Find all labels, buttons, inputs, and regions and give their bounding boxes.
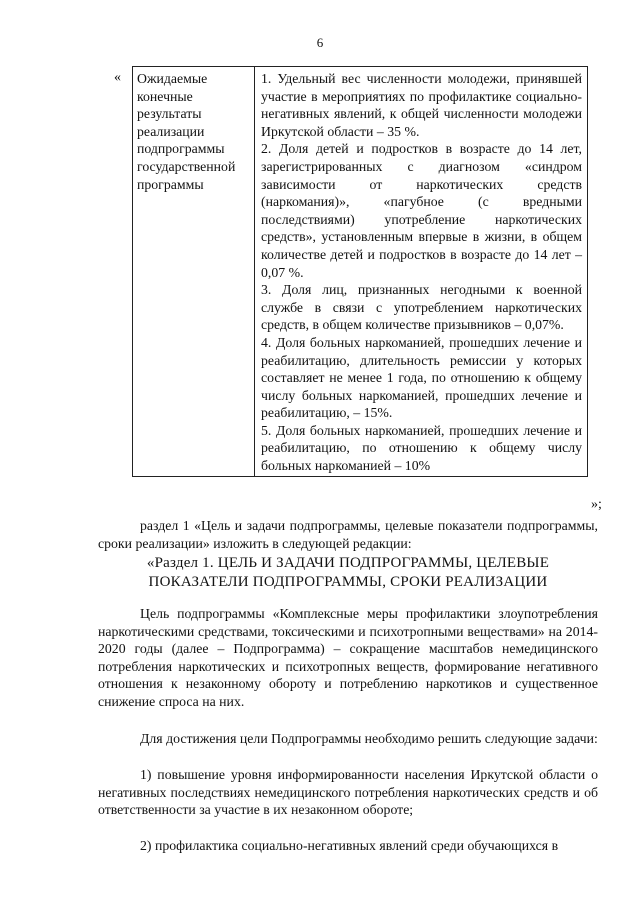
label-line: реализации [137, 123, 205, 139]
label-line: программы [137, 176, 204, 192]
result-item-1: 1. Удельный вес численности молодежи, принявшей участие в мероприятиях по профилактике социально-негативных явлений, к общей численности молодежи Иркутской области – 35 %. [261, 71, 582, 139]
amendment-paragraph: раздел 1 «Цель и задачи подпрограммы, целевые показатели подпрограммы, сроки реализации» изложить в следующей редакции: [98, 518, 598, 551]
result-item-4: 4. Доля больных наркоманией, прошедших лечение и реабилитацию, длительность ремиссии у которых составляет не менее 1 года, по отношению к общему числу больных наркоманией, прошедших лечение и реабилитацию, – 15%. [261, 334, 582, 421]
table-content-cell [255, 67, 588, 477]
label-line: подпрограммы [137, 141, 225, 157]
label-line: результаты [137, 106, 202, 122]
result-item-2: 2. Доля детей и подростков в возрасте до 14 лет, зарегистрированных с диагнозом «синдром зависимости от наркотических средств (наркомания)», «пагубное (с вредными последствиями) употребление наркотических средств», установленным впервые в жизни, в общем количестве детей и подростков в возрасте до 14 лет – 0,07 %. [261, 141, 582, 280]
label-line: конечные [137, 88, 193, 104]
table-open-quote: « [114, 70, 121, 85]
task-2-paragraph: 2) профилактика социально-негативных явлений среди обучающихся в [140, 838, 559, 853]
tasks-intro-paragraph: Для достижения цели Подпрограммы необходимо решить следующие задачи: [140, 731, 598, 746]
table-row [133, 67, 588, 477]
task-1-paragraph: 1) повышение уровня информированности населения Иркутской области о негативных последствиях немедицинского потребления наркотических средств и об ответственности за участие в их незаконном обороте; [98, 767, 598, 818]
table-label-cell [133, 67, 255, 477]
table-close-quote: »; [591, 497, 602, 512]
page-number: 6 [316, 35, 324, 50]
goal-paragraph: Цель подпрограммы «Комплексные меры профилактики злоупотребления наркотическими средствами, токсическими и психотропными веществами» на 2014-2020 годы (далее – Подпрограмма) – сокращение масштабов немедицинского потребления наркотических и психотропных веществ, формирование негативного отношения к незаконному обороту и потреблению наркотиков и существенное снижение спроса на них. [98, 606, 598, 709]
expected-results-table [132, 66, 588, 477]
result-item-3: 3. Доля лиц, признанных негодными к военной службе в связи с употреблением наркотических средств, в общем количестве призывников – 0,07%. [261, 282, 582, 333]
label-line: государственной [137, 158, 236, 174]
section-heading: «Раздел 1. ЦЕЛЬ И ЗАДАЧИ ПОДПРОГРАММЫ, ЦЕЛЕВЫЕ ПОКАЗАТЕЛИ ПОДПРОГРАММЫ, СРОКИ РЕАЛИЗАЦИИ [146, 555, 550, 590]
result-item-5: 5. Доля больных наркоманией, прошедших лечение и реабилитацию, по отношению к общему числу больных наркоманией – 10% [261, 422, 582, 474]
label-line: Ожидаемые [137, 71, 208, 86]
